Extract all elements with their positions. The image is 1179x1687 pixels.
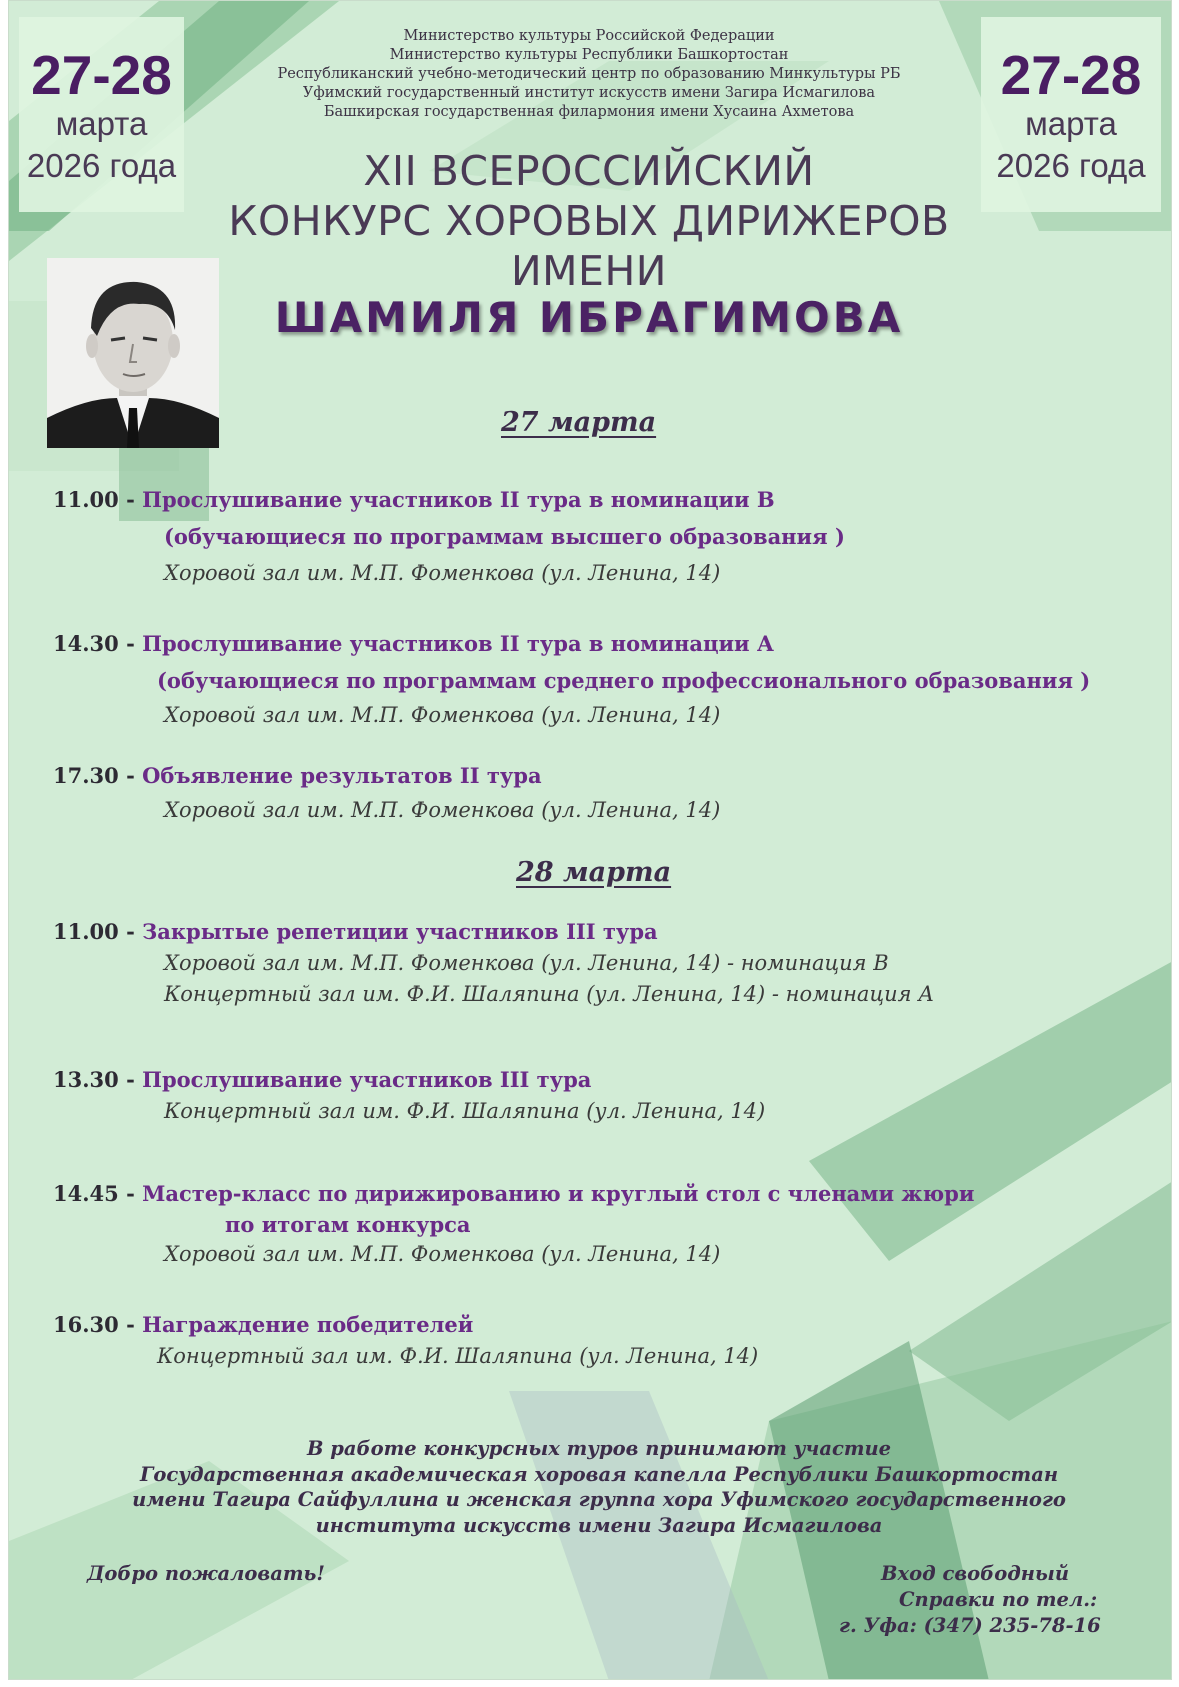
schedule-event bbox=[53, 631, 774, 656]
date-year: 2026 года bbox=[996, 147, 1146, 184]
date-year: 2026 года bbox=[26, 147, 177, 184]
info-label: Справки по тел.: bbox=[899, 1588, 1098, 1611]
schedule-event bbox=[53, 487, 775, 512]
event-location: Концертный зал им. Ф.И. Шаляпина (ул. Ленина, 14) bbox=[164, 1099, 766, 1123]
event-title: Мастер-класс по дирижированию и круглый стол с членами жюри bbox=[142, 1181, 975, 1206]
schedule-event bbox=[53, 763, 542, 788]
event-title: Объявление результатов II тура bbox=[142, 763, 542, 788]
schedule-event bbox=[53, 1312, 473, 1337]
schedule-event bbox=[53, 1067, 591, 1092]
event-time: 17.30 - bbox=[53, 763, 143, 788]
event-time: 13.30 - bbox=[53, 1067, 143, 1092]
organizer-line: Республиканский учебно-методический центр по образованию Минкультуры РБ bbox=[277, 66, 901, 82]
event-time: 14.30 - bbox=[53, 631, 143, 656]
event-time: 11.00 - bbox=[53, 919, 143, 944]
schedule-event bbox=[53, 1181, 974, 1206]
poster bbox=[8, 0, 1172, 1680]
event-location: Концертный зал им. Ф.И. Шаляпина (ул. Ленина, 14) - номинация А bbox=[164, 982, 935, 1006]
event-location: Хоровой зал им. М.П. Фоменкова (ул. Ленина, 14) - номинация В bbox=[164, 951, 889, 975]
portrait-photo bbox=[47, 258, 219, 448]
honoree-name: ШАМИЛЯ ИБРАГИМОВА bbox=[274, 293, 904, 342]
organizer-line: Башкирская государственная филармония имени Хусаина Ахметова bbox=[323, 104, 855, 120]
date-month: марта bbox=[1025, 105, 1117, 142]
free-entry-text: Вход свободный bbox=[881, 1562, 1070, 1585]
note-line: Государственная академическая хоровая капелла Республики Башкортостан bbox=[139, 1462, 1059, 1486]
participants-note bbox=[99, 1436, 1099, 1538]
event-subtitle: (обучающиеся по программам высшего образования ) bbox=[164, 524, 845, 549]
welcome-text: Добро пожаловать! bbox=[87, 1562, 325, 1585]
title-line: КОНКУРС ХОРОВЫХ ДИРИЖЕРОВ bbox=[228, 197, 950, 245]
organizer-line: Министерство культуры Российской Федерации bbox=[403, 28, 775, 44]
event-time: 16.30 - bbox=[53, 1312, 143, 1337]
event-location: Хоровой зал им. М.П. Фоменкова (ул. Ленина, 14) bbox=[164, 798, 721, 822]
event-title: Прослушивание участников III тура bbox=[142, 1067, 592, 1092]
event-title: Закрытые репетиции участников III тура bbox=[142, 919, 658, 944]
date-range: 27-28 bbox=[1000, 44, 1142, 106]
event-location: Хоровой зал им. М.П. Фоменкова (ул. Ленина, 14) bbox=[164, 1242, 721, 1266]
note-line: имени Тагира Сайфуллина и женская группа хора Уфимского государственного bbox=[132, 1488, 1066, 1511]
date-range: 27-28 bbox=[31, 44, 172, 106]
day-heading: 28 марта bbox=[516, 857, 672, 888]
organizer-line: Министерство культуры Республики Башкортостан bbox=[389, 47, 789, 63]
event-time: 11.00 - bbox=[53, 487, 143, 512]
title-line: XII ВСЕРОССИЙСКИЙ bbox=[363, 147, 815, 195]
event-location: Хоровой зал им. М.П. Фоменкова (ул. Ленина, 14) bbox=[164, 703, 721, 727]
event-subtitle: (обучающиеся по программам среднего профессионального образования ) bbox=[157, 668, 1091, 693]
organizers-list bbox=[239, 27, 939, 122]
event-title: Награждение победителей bbox=[142, 1312, 474, 1337]
event-title: Прослушивание участников II тура в номинации А bbox=[142, 631, 775, 656]
event-location: Концертный зал им. Ф.И. Шаляпина (ул. Ленина, 14) bbox=[157, 1344, 759, 1368]
day-heading: 27 марта bbox=[501, 407, 657, 438]
event-subtitle: по итогам конкурса bbox=[225, 1212, 471, 1237]
competition-title bbox=[169, 146, 1009, 296]
phone-number: г. Уфа: (347) 235-78-16 bbox=[839, 1614, 1101, 1637]
note-line: института искусств имени Загира Исмагилова bbox=[315, 1513, 883, 1537]
event-time: 14.45 - bbox=[53, 1181, 143, 1206]
date-month: марта bbox=[55, 105, 148, 142]
event-title: Прослушивание участников II тура в номинации В bbox=[142, 487, 775, 512]
event-location: Хоровой зал им. М.П. Фоменкова (ул. Ленина, 14) bbox=[164, 561, 721, 585]
schedule-event bbox=[53, 919, 658, 944]
note-line: В работе конкурсных туров принимают участие bbox=[306, 1437, 892, 1460]
organizer-line: Уфимский государственный институт искусств имени Загира Исмагилова bbox=[302, 85, 876, 101]
date-box-left bbox=[19, 17, 184, 212]
title-line: ИМЕНИ bbox=[511, 247, 667, 295]
